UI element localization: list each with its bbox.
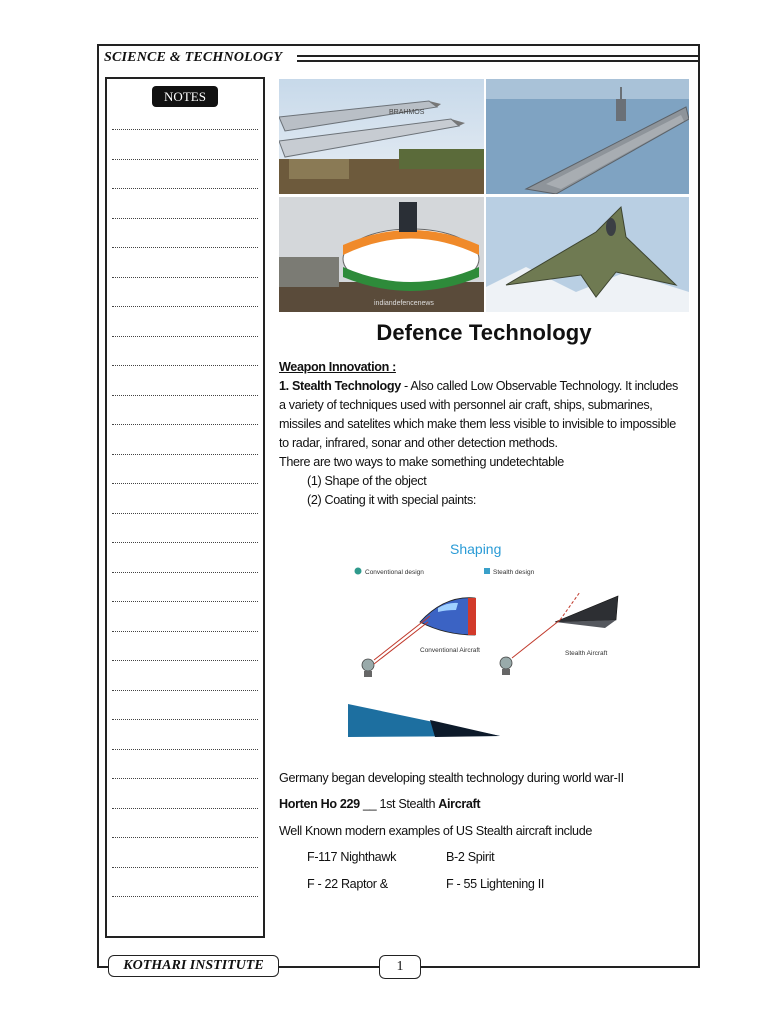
legend-conventional: Conventional design [365, 569, 424, 576]
conventional-aircraft [420, 598, 475, 635]
legend-stealth: Stealth design [493, 569, 535, 576]
notes-dotted-line [112, 631, 258, 632]
horten-sep: __ [359, 797, 380, 811]
way-1: (1) Shape of the object [307, 474, 427, 488]
horten-aircraft: Aircraft [438, 797, 481, 811]
missile-text: BRAHMOS [389, 109, 425, 116]
notes-dotted-line [112, 867, 258, 868]
notes-dotted-line [112, 424, 258, 425]
way-2: (2) Coating it with special paints: [307, 493, 477, 507]
radar-dish-left [362, 659, 374, 677]
horten-first: 1st Stealth [379, 797, 439, 811]
section-heading-text: Weapon Innovation : [279, 360, 396, 374]
submarine-watermark: indiandefencenews [374, 300, 434, 307]
header-rule-top [297, 55, 698, 57]
carrier-photo [486, 79, 689, 194]
radar-dish-right [500, 657, 512, 675]
missile-photo [279, 79, 484, 194]
horten-name: Horten Ho 229 [279, 797, 360, 811]
germany-line: Germany began developing stealth technology during world war-II [279, 771, 624, 785]
aircraft-b2: B-2 Spirit [446, 850, 495, 864]
notes-dotted-line [112, 454, 258, 455]
label-conventional: Conventional Aircraft [420, 647, 480, 654]
legend-dot-stealth [484, 568, 490, 574]
notes-dotted-line [112, 542, 258, 543]
notes-dotted-line [112, 601, 258, 602]
notes-dotted-line [112, 572, 258, 573]
notes-dotted-line [112, 247, 258, 248]
legend-dot-conventional [355, 568, 362, 575]
notes-dotted-line [112, 513, 258, 514]
notes-dotted-line [112, 896, 258, 897]
notes-dotted-line [112, 159, 258, 160]
notes-dotted-line [112, 483, 258, 484]
radar-beam-right [512, 620, 560, 658]
aircraft-f117: F-117 Nighthawk [307, 850, 397, 864]
stealth-text-1: - Also called Low Observable Technology. It includes [400, 379, 678, 393]
page-number: 1 [379, 955, 421, 979]
section-heading [279, 358, 396, 377]
radar-beam-left-back [374, 622, 428, 664]
notes-dotted-line [112, 778, 258, 779]
notes-column [105, 77, 265, 938]
aircraft-f22: F - 22 Raptor & [307, 877, 388, 891]
aircraft-f55: F - 55 Lightening II [446, 877, 545, 891]
notes-dotted-line [112, 837, 258, 838]
notes-dotted-line [112, 336, 258, 337]
stealth-heading: 1. Stealth Technology [279, 379, 401, 393]
notes-dotted-line [112, 306, 258, 307]
horten-line [279, 795, 480, 814]
notes-label: NOTES [152, 86, 218, 107]
notes-dotted-line [112, 218, 258, 219]
submarine-photo [279, 197, 484, 312]
notes-dotted-line [112, 395, 258, 396]
header-title: SCIENCE & TECHNOLOGY [104, 50, 283, 65]
shaping-diagram [340, 530, 640, 745]
stealth-aircraft [555, 596, 618, 622]
stealth-line-1 [279, 377, 678, 396]
fighter-jet-photo [486, 197, 689, 312]
diagram-title: Shaping [450, 541, 502, 557]
stealth-line-4: to radar, infrared, sonar and other detection methods. [279, 436, 558, 450]
notes-dotted-line [112, 129, 258, 130]
notes-dotted-line [112, 188, 258, 189]
stealth-line-5: There are two ways to make something undetechtable [279, 455, 564, 469]
notes-dotted-line [112, 749, 258, 750]
footer-institute: KOTHARI INSTITUTE [108, 955, 279, 977]
notes-dotted-line [112, 660, 258, 661]
notes-dotted-line [112, 719, 258, 720]
us-examples-line: Well Known modern examples of US Stealth aircraft include [279, 824, 593, 838]
stealth-line-2: a variety of techniques used with personnel air craft, ships, submarines, [279, 398, 653, 412]
stealth-line-3: missiles and satelites which make them less visible to invisible to impossible [279, 417, 676, 431]
notes-dotted-line [112, 690, 258, 691]
article-title: Defence Technology [376, 320, 592, 345]
header-rule-bottom [297, 60, 698, 62]
notes-dotted-line [112, 277, 258, 278]
notes-dotted-line [112, 808, 258, 809]
notes-dotted-line [112, 365, 258, 366]
label-stealth: Stealth Aircraft [565, 650, 608, 657]
